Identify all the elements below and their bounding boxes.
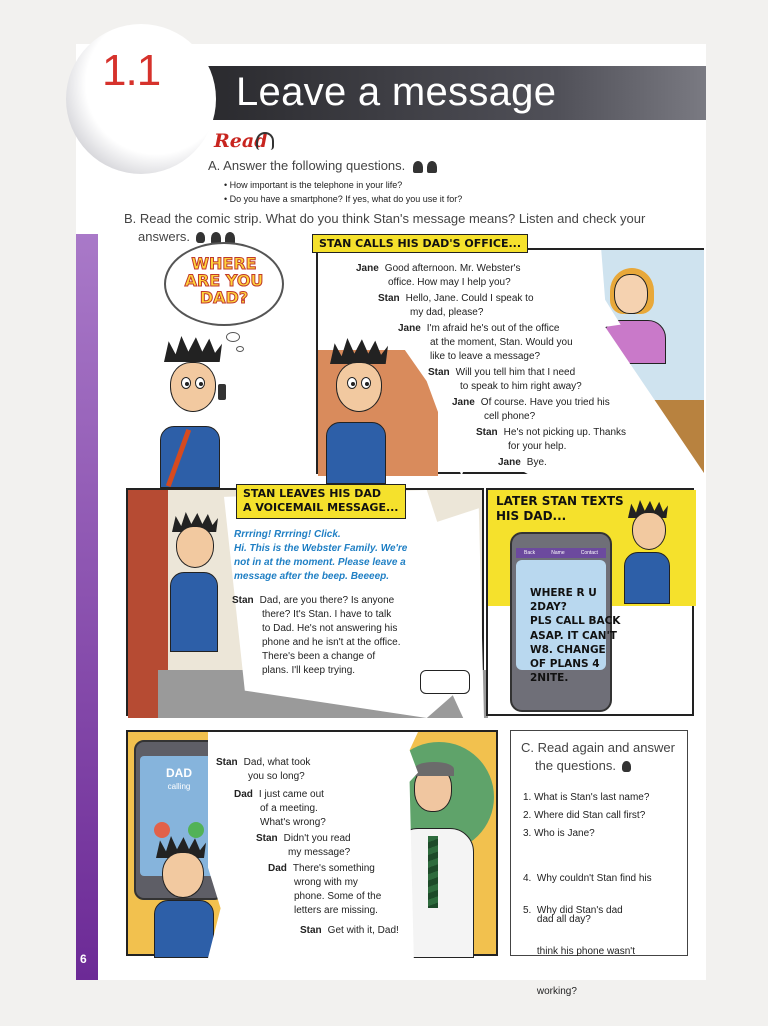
caption-texts-line1: LATER STAN TEXTS bbox=[496, 494, 624, 508]
stan-head bbox=[170, 362, 216, 412]
dialogue-line bbox=[410, 306, 483, 319]
page-number: 6 bbox=[80, 952, 87, 966]
dialogue-text: you so long? bbox=[248, 771, 305, 782]
item-line: 1. What is Stan's last name? bbox=[523, 792, 650, 803]
question-c-item bbox=[523, 791, 649, 805]
sms-line: 2DAY? bbox=[530, 601, 567, 614]
dialogue-text: Bye. bbox=[526, 457, 547, 468]
item-line: 2. Where did Stan call first? bbox=[523, 810, 646, 821]
item-line: think his phone wasn't bbox=[523, 945, 635, 957]
dialogue-line bbox=[260, 802, 318, 815]
dialogue-text: cell phone? bbox=[484, 411, 536, 422]
lesson-number: 1.1 bbox=[102, 46, 161, 95]
sms-line: ASAP. IT CAN'T bbox=[530, 629, 617, 642]
call-status: calling bbox=[167, 782, 191, 791]
person-icon bbox=[427, 161, 437, 173]
dialogue-text: Get with it, Dad! bbox=[327, 925, 399, 936]
question-c-title-line2: the questions. bbox=[535, 757, 616, 773]
lesson-number-circle bbox=[66, 24, 216, 174]
dialogue-line bbox=[498, 456, 547, 469]
stan-body bbox=[624, 552, 670, 604]
dialogue-text: Dad, are you there? Is anyone bbox=[259, 595, 395, 606]
question-c-box bbox=[510, 730, 688, 997]
item-line: dad all day? bbox=[523, 913, 591, 925]
decline-call-icon[interactable] bbox=[154, 822, 170, 838]
dialogue-text: for your help. bbox=[508, 441, 567, 452]
sms-message bbox=[530, 586, 620, 685]
dialogue-line bbox=[256, 832, 351, 845]
eye bbox=[181, 377, 191, 389]
dialogue-line bbox=[300, 924, 399, 937]
dialogue-text: to Dad. He's not answering his bbox=[262, 623, 398, 634]
lightbulb-icon bbox=[196, 232, 205, 243]
dialogue-text: Dad, what took bbox=[243, 757, 311, 768]
dialogue-line bbox=[430, 336, 573, 349]
caption-voicemail-line2: A VOICEMAIL MESSAGE... bbox=[243, 501, 399, 515]
dad-tie bbox=[428, 836, 438, 908]
dialogue-text: Rrrring! Rrrring! Click. bbox=[234, 529, 341, 540]
speaker-name: Jane bbox=[398, 323, 421, 334]
eye bbox=[347, 377, 357, 389]
dialogue-text: Will you tell him that I need bbox=[455, 367, 576, 378]
question-c-title-line2-wrap bbox=[521, 757, 675, 775]
dialogue-text: What's wrong? bbox=[260, 817, 326, 828]
dialogue-line bbox=[232, 594, 394, 607]
thought-bubble-text: WHERE ARE YOU DAD? bbox=[184, 254, 264, 307]
question-c-title-line1: C. Read again and answer bbox=[521, 740, 675, 755]
dialogue-line bbox=[452, 396, 610, 409]
speaker-name: Stan bbox=[476, 427, 498, 438]
read-label: Read bbox=[214, 130, 268, 152]
dialogue-line bbox=[430, 350, 540, 363]
item-line: 4. Why couldn't Stan find his bbox=[523, 873, 652, 884]
speaker-name: Stan bbox=[216, 757, 238, 768]
speaker-name: Stan bbox=[378, 293, 400, 304]
phone-tab-contact[interactable]: Contact bbox=[580, 550, 598, 556]
speaker-name: Jane bbox=[498, 457, 521, 468]
sms-line: WHERE R U bbox=[530, 587, 597, 599]
sms-line: OF PLANS 4 bbox=[530, 657, 600, 670]
dialogue-line bbox=[476, 426, 626, 439]
caption-voicemail-line1: STAN LEAVES HIS DAD bbox=[243, 487, 382, 500]
stan-hair bbox=[164, 336, 222, 362]
dialogue-text: Of course. Have you tried his bbox=[480, 397, 610, 408]
dialogue-line bbox=[484, 410, 535, 423]
stan-body bbox=[154, 900, 214, 958]
dialogue-text: at the moment, Stan. Would you bbox=[430, 337, 573, 348]
item-line: working? bbox=[523, 986, 577, 997]
speaker-name: Jane bbox=[452, 397, 475, 408]
dialogue-line bbox=[234, 556, 406, 569]
speaker-name: Stan bbox=[232, 595, 254, 606]
accept-call-icon[interactable] bbox=[188, 822, 204, 838]
dialogue-line bbox=[234, 542, 407, 555]
question-c-item bbox=[523, 877, 635, 1026]
speaker-name: Dad bbox=[234, 789, 253, 800]
dialogue-text: Hello, Jane. Could I speak to bbox=[405, 293, 534, 304]
phone-nav-bar bbox=[516, 548, 606, 558]
dialogue-line bbox=[398, 322, 559, 335]
dialogue-text: message after the beep. Beeeep. bbox=[234, 571, 390, 582]
answering-machine-icon bbox=[420, 670, 470, 694]
dialogue-text: There's something bbox=[292, 863, 375, 874]
phone-icon bbox=[218, 384, 226, 400]
dialogue-line bbox=[216, 756, 310, 769]
phone-tab-back[interactable]: Back bbox=[524, 550, 536, 556]
dialogue-line bbox=[294, 890, 381, 903]
dialogue-line bbox=[234, 528, 341, 541]
dialogue-text: Didn't you read bbox=[283, 833, 351, 844]
dialogue-text: there? It's Stan. I have to talk bbox=[262, 609, 392, 620]
dialogue-text: office. How may I help you? bbox=[388, 277, 511, 288]
jane-head bbox=[614, 274, 648, 314]
speaker-name: Jane bbox=[356, 263, 379, 274]
dialogue-text: of a meeting. bbox=[260, 803, 318, 814]
dialogue-text: Hi. This is the Webster Family. We're bbox=[234, 543, 408, 554]
dialogue-line bbox=[234, 570, 389, 583]
item-line: 3. Who is Jane? bbox=[523, 828, 595, 839]
caption-voicemail bbox=[236, 484, 406, 519]
dialogue-line bbox=[262, 650, 375, 663]
dialogue-line bbox=[294, 876, 358, 889]
dialogue-line bbox=[234, 788, 324, 801]
stan-head bbox=[632, 512, 666, 550]
speaker-name: Dad bbox=[268, 863, 287, 874]
dialogue-text: phone. Some of the bbox=[294, 891, 382, 902]
dialogue-text: phone and he isn't at the office. bbox=[262, 637, 401, 648]
headphones-icon bbox=[256, 132, 274, 150]
caption-texts bbox=[490, 492, 630, 526]
dialogue-text: my message? bbox=[288, 847, 351, 858]
dialogue-line bbox=[262, 664, 355, 677]
stan-head bbox=[176, 526, 214, 568]
sms-line: W8. CHANGE bbox=[530, 643, 606, 656]
thought-dot bbox=[226, 332, 240, 342]
sms-line: 2NITE. bbox=[530, 672, 569, 685]
dialogue-line bbox=[378, 292, 534, 305]
question-c-title bbox=[521, 739, 675, 774]
thought-dot bbox=[236, 346, 244, 352]
dialogue-line bbox=[262, 608, 391, 621]
dialogue-line bbox=[356, 262, 520, 275]
stan-head bbox=[162, 852, 204, 898]
dialogue-text: letters are missing. bbox=[294, 905, 378, 916]
dialogue-text: I'm afraid he's out of the office bbox=[426, 323, 560, 334]
dialogue-line bbox=[388, 276, 511, 289]
dialogue-line bbox=[294, 904, 378, 917]
dialogue-text: I just came out bbox=[258, 789, 324, 800]
dialogue-line bbox=[262, 636, 401, 649]
phone-tab-name[interactable]: Name bbox=[551, 550, 565, 556]
speaker-name: Stan bbox=[256, 833, 278, 844]
dialogue-text: plans. I'll keep trying. bbox=[262, 665, 356, 676]
question-a-bullet: • How important is the telephone in your life? bbox=[224, 180, 403, 190]
dialogue-text: There's been a change of bbox=[262, 651, 376, 662]
question-a bbox=[208, 158, 437, 173]
dialogue-text: like to leave a message? bbox=[430, 351, 541, 362]
stan-body bbox=[326, 422, 386, 484]
question-c-item bbox=[523, 827, 595, 841]
pair-work-icon bbox=[413, 161, 423, 173]
dialogue-line bbox=[260, 816, 326, 829]
sms-line: PLS CALL BACK bbox=[530, 615, 621, 628]
lightbulb-icon bbox=[622, 761, 631, 772]
eye bbox=[195, 377, 205, 389]
stan-body bbox=[170, 572, 218, 652]
speaker-name: Stan bbox=[300, 925, 322, 936]
caption-texts-line2: HIS DAD... bbox=[496, 509, 567, 523]
dialogue-line bbox=[288, 846, 350, 859]
question-b-prompt: B. Read the comic strip. What do you think Stan's message means? Listen and check your bbox=[124, 211, 646, 226]
side-color-bar bbox=[76, 234, 98, 980]
dialogue-text: my dad, please? bbox=[410, 307, 484, 318]
dialogue-text: to speak to him right away? bbox=[460, 381, 582, 392]
dialogue-text: Good afternoon. Mr. Webster's bbox=[384, 263, 521, 274]
speaker-name: Stan bbox=[428, 367, 450, 378]
stan-head bbox=[336, 362, 382, 412]
dialogue-text: He's not picking up. Thanks bbox=[503, 427, 627, 438]
dialogue-line bbox=[428, 366, 575, 379]
question-a-prompt: A. Answer the following questions. bbox=[208, 158, 406, 173]
question-b-prompt-line2: answers. bbox=[138, 229, 191, 245]
dialogue-line bbox=[248, 770, 305, 783]
question-c-item bbox=[523, 809, 645, 823]
caller-name: DAD bbox=[166, 766, 192, 780]
dialogue-line bbox=[460, 380, 582, 393]
dialogue-text: wrong with my bbox=[294, 877, 358, 888]
dialogue-line bbox=[268, 862, 375, 875]
dialogue-text: not in at the moment. Please leave a bbox=[234, 557, 406, 568]
question-a-bullet: • Do you have a smartphone? If yes, what do you use it for? bbox=[224, 194, 463, 204]
dialogue-line bbox=[262, 622, 397, 635]
textbook-page bbox=[76, 44, 706, 997]
stan-hair bbox=[330, 338, 388, 364]
item-line: 5. Why did Stan's dad bbox=[523, 905, 623, 916]
dad-hair bbox=[414, 762, 454, 776]
dialogue-line bbox=[508, 440, 566, 453]
eye bbox=[361, 377, 371, 389]
caption-office: STAN CALLS HIS DAD'S OFFICE... bbox=[312, 234, 528, 253]
lesson-title: Leave a message bbox=[236, 70, 557, 114]
